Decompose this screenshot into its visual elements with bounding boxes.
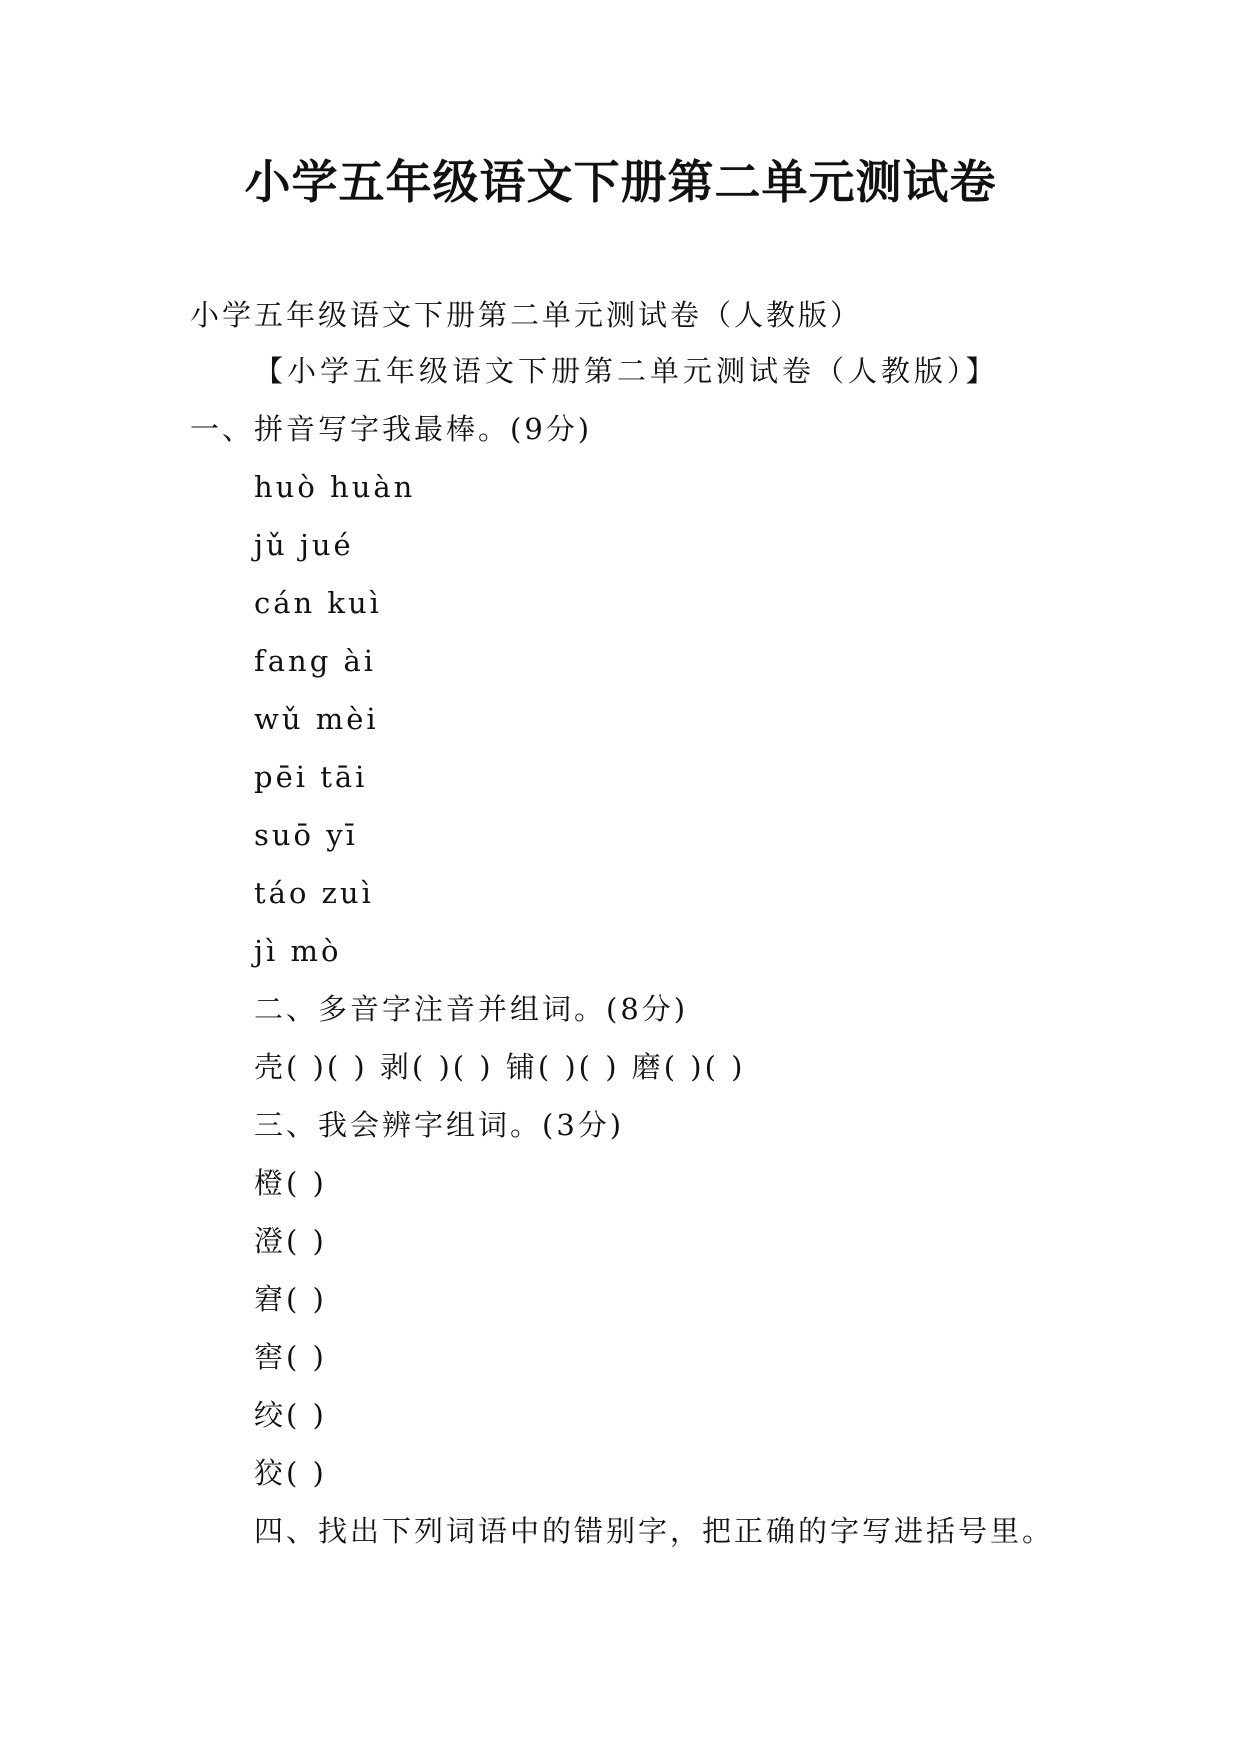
pinyin-item: táo zuì (254, 876, 374, 910)
section2-heading: 二、多音字注音并组词。(8分) (254, 992, 689, 1026)
page-title: 小学五年级语文下册第二单元测试卷 (244, 155, 997, 209)
char-item: 澄( ) (254, 1224, 327, 1258)
polyphone-line: 壳( )( ) 剥( )( ) 铺( )( ) 磨( )( ) (254, 1050, 746, 1084)
section4-heading: 四、找出下列词语中的错别字，把正确的字写进括号里。 (254, 1514, 1055, 1548)
pinyin-item: jǔ jué (254, 528, 354, 562)
pinyin-item: pēi tāi (254, 760, 368, 794)
char-item: 窘( ) (254, 1282, 327, 1316)
char-item: 橙( ) (254, 1166, 327, 1200)
char-item: 窖( ) (254, 1340, 327, 1374)
pinyin-item: suō yī (254, 818, 358, 852)
document-subtitle: 小学五年级语文下册第二单元测试卷（人教版） (190, 298, 863, 332)
pinyin-item: huò huàn (254, 470, 416, 504)
section3-heading: 三、我会辨字组词。(3分) (254, 1108, 625, 1142)
bracket-heading: 【小学五年级语文下册第二单元测试卷（人教版）】 (254, 354, 999, 388)
pinyin-item: fang ài (254, 644, 377, 678)
char-item: 狡( ) (254, 1456, 327, 1490)
char-item: 绞( ) (254, 1398, 327, 1432)
pinyin-item: wǔ mèi (254, 702, 379, 736)
pinyin-item: jì mò (254, 934, 342, 968)
pinyin-item: cán kuì (254, 586, 382, 620)
section1-heading: 一、拼音写字我最棒。(9分) (190, 412, 593, 446)
